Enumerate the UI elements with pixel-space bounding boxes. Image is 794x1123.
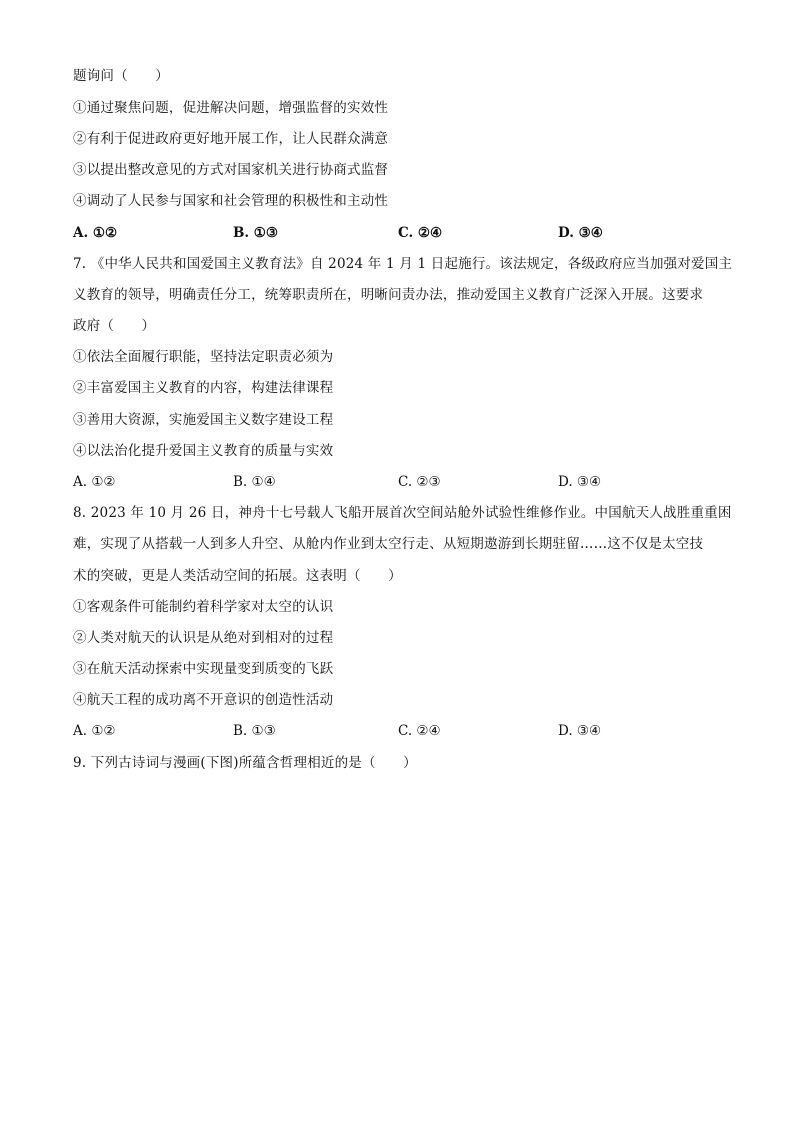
q7-option-4: ④以法治化提升爱国主义教育的质量与实效 xyxy=(73,443,334,459)
q8-stem-line-2: 难，实现了从搭载一人到多人升空、从舱内作业到太空行走、从短期遨游到长期驻留……这不仅是太空技 xyxy=(73,536,704,552)
q6-option-2: ②有利于促进政府更好地开展工作，让人民群众满意 xyxy=(73,131,389,147)
q6-choice-d: D. ③④ xyxy=(558,225,603,241)
q8-choice-c: C. ②④ xyxy=(398,723,441,739)
q7-choice-d: D. ③④ xyxy=(558,474,602,490)
q7-option-1: ①依法全面履行职能，坚持法定职责必须为 xyxy=(73,349,334,365)
q7-choice-a: A. ①② xyxy=(73,474,116,490)
q8-option-4: ④航天工程的成功离不开意识的创造性活动 xyxy=(73,692,334,708)
q8-option-2: ②人类对航天的认识是从绝对到相对的过程 xyxy=(73,630,334,646)
q6-choices xyxy=(73,223,723,243)
q7-choice-c: C. ②③ xyxy=(398,474,441,490)
q6-stem-tail: 题询问（ ） xyxy=(73,68,169,84)
q7-option-2: ②丰富爱国主义教育的内容，构建法律课程 xyxy=(73,380,334,396)
q6-choice-c: C. ②④ xyxy=(398,225,443,241)
q7-stem-line-2: 义教育的领导，明确责任分工，统筹职责所在，明晰问责办法，推动爱国主义教育广泛深入开展。这要求 xyxy=(73,287,704,303)
q9-stem-line-1: 9. 下列古诗词与漫画(下图)所蕴含哲理相近的是（ ） xyxy=(73,755,417,771)
q6-choice-b: B. ①③ xyxy=(233,225,279,241)
q8-choice-a: A. ①② xyxy=(73,723,116,739)
q8-option-1: ①客观条件可能制约着科学家对太空的认识 xyxy=(73,599,334,615)
q7-choices xyxy=(73,472,723,492)
q7-stem-line-1: 7. 《中华人民共和国爱国主义教育法》自 2024 年 1 月 1 日起施行。该法规定，各级政府应当加强对爱国主 xyxy=(73,256,733,272)
q6-option-4: ④调动了人民参与国家和社会管理的积极性和主动性 xyxy=(73,193,389,209)
q6-option-3: ③以提出整改意见的方式对国家机关进行协商式监督 xyxy=(73,162,389,178)
q6-choice-a: A. ①② xyxy=(73,225,118,241)
q8-choices xyxy=(73,721,723,741)
q8-stem-line-1: 8. 2023 年 10 月 26 日，神舟十七号载人飞船开展首次空间站舱外试验性维修作业。中国航天人战胜重重困 xyxy=(73,505,732,521)
q8-choice-b: B. ①③ xyxy=(233,723,276,739)
q8-choice-d: D. ③④ xyxy=(558,723,602,739)
q6-option-1: ①通过聚焦问题，促进解决问题，增强监督的实效性 xyxy=(73,100,389,116)
q7-choice-b: B. ①④ xyxy=(233,474,276,490)
q7-stem-line-3: 政府（ ） xyxy=(73,318,156,334)
q8-stem-line-3: 术的突破，更是人类活动空间的拓展。这表明（ ） xyxy=(73,568,402,584)
q7-option-3: ③善用大资源，实施爱国主义数字建设工程 xyxy=(73,412,334,428)
q8-option-3: ③在航天活动探索中实现量变到质变的飞跃 xyxy=(73,661,334,677)
